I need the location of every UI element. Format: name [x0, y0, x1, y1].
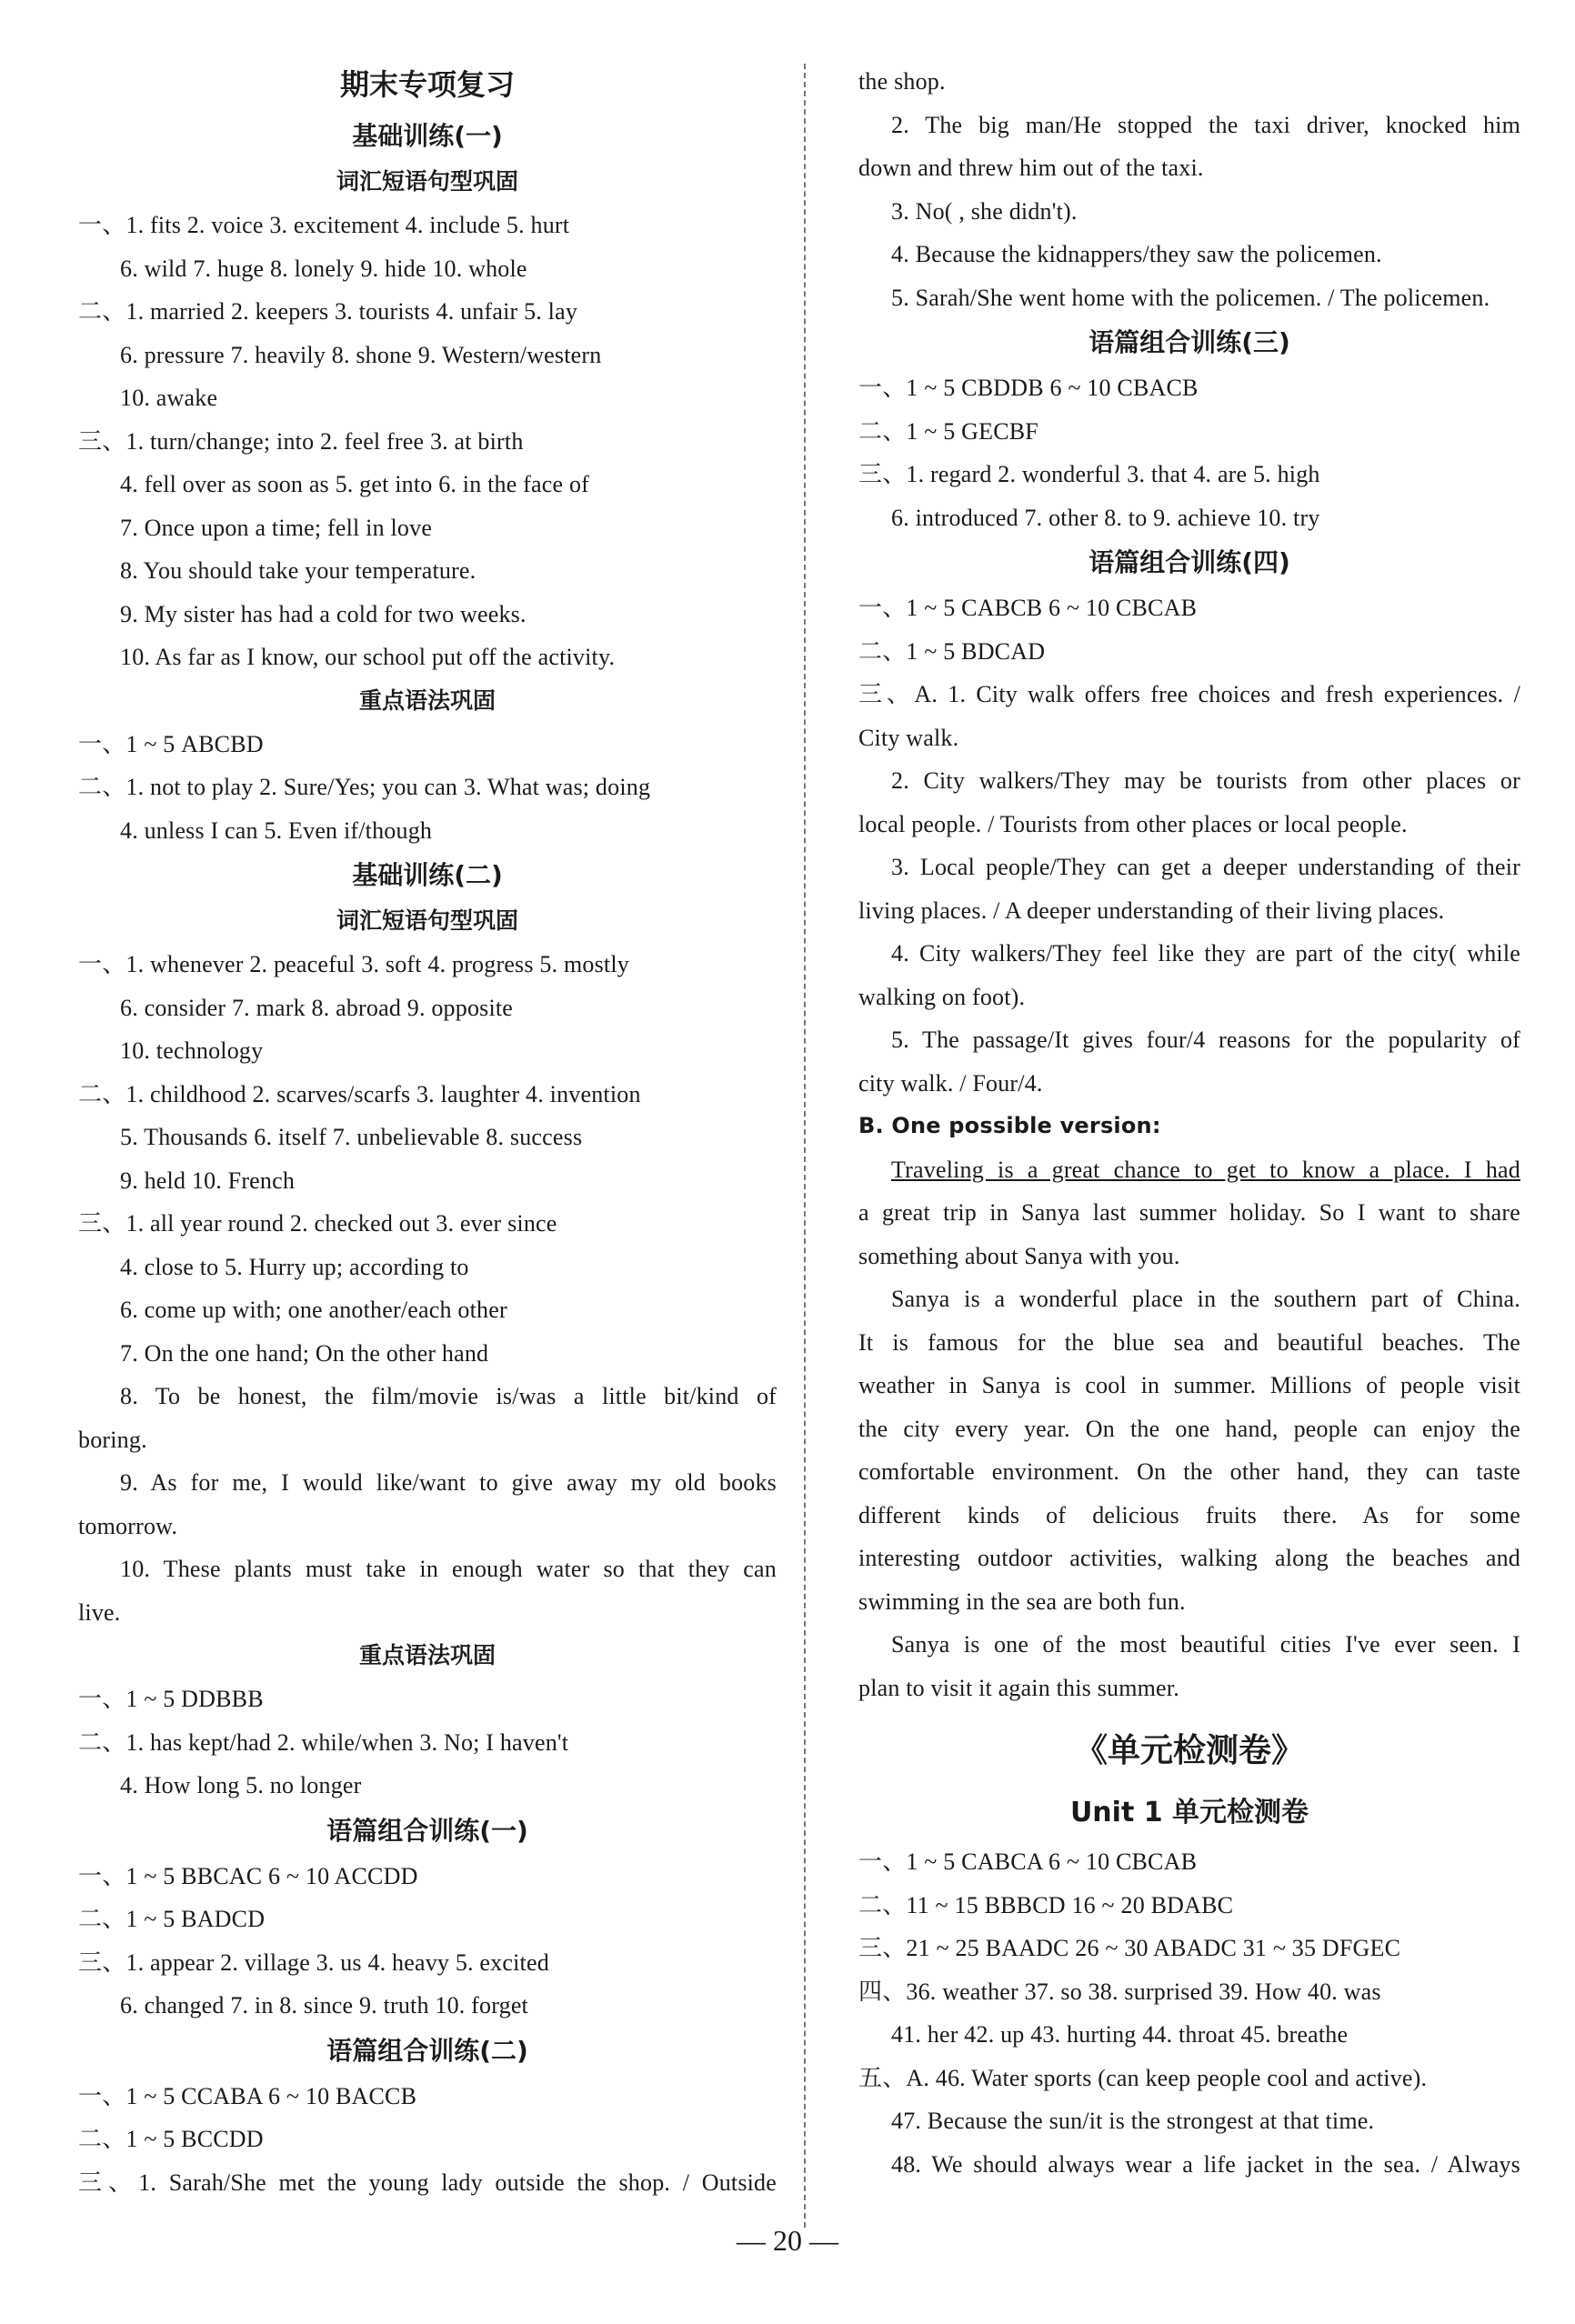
answer-line: 一、1. whenever 2. peaceful 3. soft 4. progress 5. mostly — [78, 951, 629, 977]
answer-line: walking on foot). — [858, 983, 1026, 1010]
answer-line: 4. Because the kidnappers/they saw the policemen. — [891, 241, 1382, 267]
answer-line: 10. technology — [120, 1037, 264, 1064]
answer-line: Traveling is a great chance to get to know a place. I had — [891, 1156, 1520, 1183]
answer-line: 6. introduced 7. other 8. to 9. achieve 10. try — [891, 504, 1320, 531]
section-heading: 重点语法巩固 — [358, 686, 496, 714]
answer-line: 5. Sarah/She went home with the policemen. / The policemen. — [891, 284, 1490, 311]
answer-line: 6. consider 7. mark 8. abroad 9. opposite — [120, 994, 514, 1021]
answer-line: 6. come up with; one another/each other — [120, 1297, 507, 1323]
answer-line: 二、1. has kept/had 2. while/when 3. No; I haven't — [78, 1728, 569, 1756]
section-heading: 语篇组合训练(四) — [1088, 547, 1290, 577]
answer-line: 3. Local people/They can get a deeper understanding of their — [891, 854, 1520, 880]
section-heading: 重点语法巩固 — [358, 1642, 496, 1668]
answer-line: the shop. — [858, 68, 946, 95]
answer-line: 三、1. appear 2. village 3. us 4. heavy 5. excited — [78, 1948, 549, 1976]
answer-line: 三、21 ~ 25 BAADC 26 ~ 30 ABADC 31 ~ 35 DFGEC — [858, 1935, 1401, 1961]
answer-line: 二、1. not to play 2. Sure/Yes; you can 3. What was; doing — [78, 774, 651, 800]
answer-line: local people. / Tourists from other places or local people. — [858, 810, 1408, 837]
answer-line: 4. City walkers/They feel like they are part of the city( while — [891, 940, 1520, 967]
section-heading: 基础训练(二) — [352, 860, 503, 890]
answer-line: 5. The passage/It gives four/4 reasons for the popularity of — [891, 1027, 1520, 1053]
answer-line: 5. Thousands 6. itself 7. unbelievable 8. success — [120, 1124, 583, 1150]
page-number: — 20 — — [737, 2224, 838, 2257]
answer-line: 9. held 10. French — [120, 1167, 296, 1194]
answer-line: plan to visit it again this summer. — [858, 1674, 1179, 1701]
section-heading: 语篇组合训练(三) — [1088, 327, 1290, 357]
answer-line: different kinds of delicious fruits there. As for some — [858, 1501, 1520, 1528]
answer-line: 10. These plants must take in enough water so that they can — [120, 1556, 777, 1582]
answer-line: interesting outdoor activities, walking along the beaches and — [858, 1545, 1520, 1571]
section-heading: 期末专项复习 — [339, 67, 515, 102]
answer-line: 2. City walkers/They may be tourists from other places or — [891, 767, 1520, 794]
answer-line: 9. My sister has had a cold for two weeks. — [120, 600, 527, 627]
answer-line: B. One possible version: — [858, 1113, 1161, 1138]
answer-line: 4. close to 5. Hurry up; according to — [120, 1253, 469, 1280]
section-heading: 词汇短语句型巩固 — [336, 907, 518, 934]
answer-line: comfortable environment. On the other hand, they can taste — [858, 1458, 1520, 1485]
answer-line: It is famous for the blue sea and beautiful beaches. The — [858, 1328, 1520, 1356]
answer-line: 二、1 ~ 5 GECBF — [858, 417, 1038, 445]
answer-line: 41. her 42. up 43. hurting 44. throat 45. breathe — [891, 2021, 1349, 2048]
answer-line: 一、1 ~ 5 CABCB 6 ~ 10 CBCAB — [858, 595, 1198, 621]
answer-line: 一、1 ~ 5 BBCAC 6 ~ 10 ACCDD — [78, 1862, 418, 1889]
answer-line: 一、1 ~ 5 CABCA 6 ~ 10 CBCAB — [858, 1848, 1198, 1875]
answer-line: 3. No( , she didn't). — [891, 197, 1078, 225]
section-heading: 基础训练(一) — [352, 121, 503, 151]
section-heading: Unit 1 单元检测卷 — [1069, 1797, 1309, 1828]
section-heading: 语篇组合训练(二) — [326, 2035, 528, 2066]
answer-line: 二、1 ~ 5 BDCAD — [858, 637, 1046, 665]
right-column — [858, 60, 1520, 2186]
answer-line: boring. — [78, 1426, 147, 1453]
answer-line: a great trip in Sanya last summer holiday. So I want to share — [858, 1199, 1520, 1226]
answer-line: 6. wild 7. huge 8. lonely 9. hide 10. whole — [120, 255, 527, 282]
answer-line: live. — [78, 1598, 121, 1626]
answer-line: Sanya is a wonderful place in the southern part of China. — [891, 1286, 1520, 1312]
answer-line: 三、1. all year round 2. checked out 3. ever since — [78, 1210, 557, 1237]
answer-line: 三、A. 1. City walk offers free choices and fresh experiences. / — [858, 681, 1520, 707]
answer-line: 7. On the one hand; On the other hand — [120, 1339, 489, 1367]
answer-line: 9. As for me, I would like/want to give away my old books — [120, 1469, 777, 1496]
section-heading: 语篇组合训练(一) — [326, 1815, 528, 1846]
answer-line: 4. How long 5. no longer — [120, 1772, 362, 1798]
answer-line: 二、1 ~ 5 BADCD — [78, 1906, 266, 1932]
answer-line: 2. The big man/He stopped the taxi driver, knocked him — [891, 111, 1520, 138]
answer-line: 4. fell over as soon as 5. get into 6. in the face of — [120, 471, 590, 497]
answer-line: 二、1 ~ 5 BCCDD — [78, 2126, 264, 2152]
answer-line: 三、1. regard 2. wonderful 3. that 4. are 5. high — [858, 461, 1320, 487]
answer-line: 一、1. fits 2. voice 3. excitement 4. include 5. hurt — [78, 212, 570, 238]
answer-line: 一、1 ~ 5 CCABA 6 ~ 10 BACCB — [78, 2082, 417, 2109]
answer-line: 一、1 ~ 5 CBDDB 6 ~ 10 CBACB — [858, 375, 1199, 401]
answer-line: 48. We should always wear a life jacket in the sea. / Always — [891, 2150, 1520, 2178]
left-column — [78, 56, 777, 2204]
section-heading: 《单元检测卷》 — [1074, 1732, 1304, 1769]
answer-line: down and threw him out of the taxi. — [858, 155, 1204, 181]
answer-line: 10. awake — [120, 385, 218, 411]
answer-line: 二、1. married 2. keepers 3. tourists 4. unfair 5. lay — [78, 298, 578, 325]
answer-line: 二、11 ~ 15 BBBCD 16 ~ 20 BDABC — [858, 1891, 1234, 1918]
answer-line: 6. changed 7. in 8. since 9. truth 10. forget — [120, 1992, 528, 2018]
answer-line: swimming in the sea are both fun. — [858, 1588, 1186, 1615]
answer-line: 6. pressure 7. heavily 8. shone 9. Western/western — [120, 341, 602, 368]
answer-line: tomorrow. — [78, 1512, 178, 1539]
section-heading: 词汇短语句型巩固 — [336, 168, 518, 195]
answer-line: City walk. — [858, 724, 959, 751]
answer-line: 7. Once upon a time; fell in love — [120, 514, 433, 541]
answer-line: 三、1. turn/change; into 2. feel free 3. at birth — [78, 427, 524, 455]
answer-line: 4. unless I can 5. Even if/though — [120, 816, 433, 844]
answer-line: living places. / A deeper understanding of their living places. — [858, 897, 1445, 924]
answer-line: 47. Because the sun/it is the strongest at that time. — [891, 2108, 1375, 2134]
answer-line: 一、1 ~ 5 DDBBB — [78, 1686, 264, 1712]
answer-line: 8. You should take your temperature. — [120, 557, 477, 584]
answer-line: 三、1. Sarah/She met the young lady outside the shop. / Outside — [78, 2169, 777, 2196]
answer-line: 五、A. 46. Water sports (can keep people cool and active). — [858, 2064, 1428, 2091]
answer-line: 8. To be honest, the film/movie is/was a little bit/kind of — [120, 1383, 777, 1409]
answer-line: the city every year. On the one hand, people can enjoy the — [858, 1415, 1520, 1442]
answer-line: 二、1. childhood 2. scarves/scarfs 3. laughter 4. invention — [78, 1080, 641, 1107]
answer-line: city walk. / Four/4. — [858, 1069, 1043, 1097]
answer-line: Sanya is one of the most beautiful cities I've ever seen. I — [891, 1631, 1520, 1658]
answer-line: 四、36. weather 37. so 38. surprised 39. How 40. was — [858, 1978, 1381, 2005]
answer-line: 10. As far as I know, our school put off the activity. — [120, 644, 616, 670]
column-divider — [804, 64, 806, 2228]
answer-line: 一、1 ~ 5 ABCBD — [78, 730, 264, 757]
answer-line: something about Sanya with you. — [858, 1242, 1180, 1269]
answer-line: weather in Sanya is cool in summer. Millions of people visit — [858, 1372, 1520, 1398]
